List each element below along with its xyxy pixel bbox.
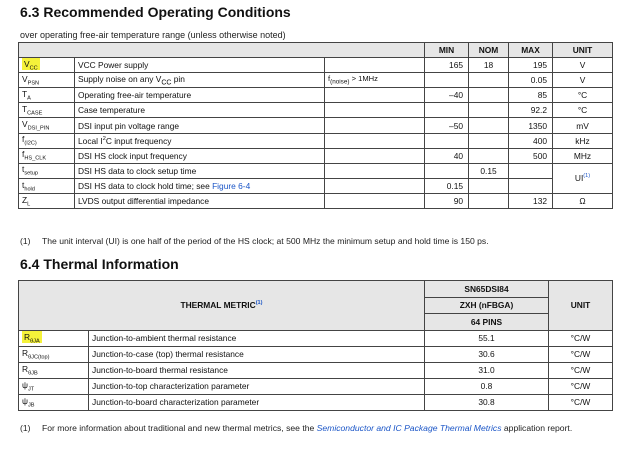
max-cell: 92.2	[509, 103, 553, 118]
unit-cell: °C	[553, 103, 613, 118]
description-cell: DSI HS data to clock hold time; see Figure 6-4	[75, 178, 325, 193]
table-row	[19, 394, 613, 410]
thermal-information-table	[18, 280, 613, 411]
min-cell	[425, 103, 469, 118]
max-cell	[509, 163, 553, 178]
symbol-cell: $V_{PSN}$	[19, 73, 75, 88]
section-title-thermal-information: 6.4 Thermal Information	[20, 256, 179, 272]
footnote-ref-link[interactable]: (1)	[255, 300, 263, 307]
condition-cell: $f_{(noise)} > 1MHz$	[325, 73, 425, 88]
section-title-operating-conditions: 6.3 Recommended Operating Conditions	[20, 4, 291, 20]
header-thermal-metric: THERMAL METRIC$^{(1)}$	[19, 281, 425, 331]
description-cell: Junction-to-board characterization parameter	[89, 394, 425, 410]
min-cell: –40	[425, 88, 469, 103]
header-blank	[19, 43, 425, 58]
nom-cell	[469, 133, 509, 148]
unit-cell: °C	[553, 88, 613, 103]
min-cell	[425, 73, 469, 88]
value-cell: 30.8	[425, 394, 549, 410]
nom-cell: 0.15	[469, 163, 509, 178]
table-row	[19, 103, 613, 118]
symbol-cell: $\psi_{JT}$	[19, 378, 89, 394]
header-min: MIN	[425, 43, 469, 58]
min-cell	[425, 133, 469, 148]
table-subtitle: over operating free-air temperature range (unless otherwise noted)	[20, 30, 286, 40]
unit-cell: UI$^{(1)}$	[553, 163, 613, 193]
condition-cell	[325, 133, 425, 148]
nom-cell	[469, 148, 509, 163]
table-row	[19, 73, 613, 88]
max-cell: 1350	[509, 118, 553, 133]
description-cell: Junction-to-ambient thermal resistance	[89, 330, 425, 346]
symbol-cell: $t_{hold}$	[19, 178, 75, 193]
table-row	[19, 193, 613, 208]
condition-cell	[325, 88, 425, 103]
symbol-cell	[19, 58, 75, 73]
nom-cell	[469, 118, 509, 133]
description-cell: LVDS output differential impedance	[75, 193, 325, 208]
highlight-marker: $V_{CC}$	[24, 58, 38, 72]
max-cell: 0.05	[509, 73, 553, 88]
table-row	[19, 58, 613, 73]
description-cell: Case temperature	[75, 103, 325, 118]
symbol-cell	[19, 330, 89, 346]
table-header-row	[19, 43, 613, 58]
condition-cell	[325, 103, 425, 118]
max-cell: 400	[509, 133, 553, 148]
unit-cell: °C/W	[549, 378, 613, 394]
symbol-cell: $R_{\theta JB}$	[19, 362, 89, 378]
symbol-cell: $R_{\theta JC(top)}$	[19, 346, 89, 362]
unit-cell: kHz	[553, 133, 613, 148]
nom-cell	[469, 103, 509, 118]
footnote-1: (1) The unit interval (UI) is one half of the period of the HS clock; at 500 MHz the minimum setup and hold time is 150 ps.	[20, 236, 489, 246]
condition-cell	[325, 148, 425, 163]
nom-cell	[469, 73, 509, 88]
max-cell	[509, 178, 553, 193]
symbol-cell: $T_A$	[19, 88, 75, 103]
symbol-cell: $f_{(I2C)}$	[19, 133, 75, 148]
table-header-row	[19, 281, 613, 298]
description-cell: VCC Power supply	[75, 58, 325, 73]
description-cell: Supply noise on any $V_{CC}$ pin	[75, 73, 325, 88]
unit-cell: V	[553, 58, 613, 73]
table-row	[19, 133, 613, 148]
unit-cell: V	[553, 73, 613, 88]
operating-conditions-table	[18, 42, 613, 209]
unit-cell: Ω	[553, 193, 613, 208]
table-row	[19, 330, 613, 346]
condition-cell	[325, 193, 425, 208]
unit-cell: °C/W	[549, 362, 613, 378]
figure-6-4-link[interactable]: Figure 6-4	[212, 180, 251, 191]
table-row	[19, 362, 613, 378]
min-cell: 90	[425, 193, 469, 208]
header-unit: UNIT	[549, 281, 613, 331]
symbol-cell: $t_{setup}$	[19, 163, 75, 178]
unit-cell: MHz	[553, 148, 613, 163]
table-row	[19, 118, 613, 133]
min-cell	[425, 163, 469, 178]
footnote-ref-link[interactable]: (1)	[583, 173, 591, 180]
condition-cell	[325, 163, 425, 178]
description-cell: Junction-to-case (top) thermal resistance	[89, 346, 425, 362]
value-cell: 0.8	[425, 378, 549, 394]
nom-cell	[469, 193, 509, 208]
table-row	[19, 178, 613, 193]
symbol-cell: $T_{CASE}$	[19, 103, 75, 118]
min-cell: –50	[425, 118, 469, 133]
description-cell: Junction-to-board thermal resistance	[89, 362, 425, 378]
unit-cell: °C/W	[549, 346, 613, 362]
condition-cell	[325, 178, 425, 193]
footnote-2: (1) For more information about traditional and new thermal metrics, see the Semiconductor and IC Package Thermal Metrics application report.	[20, 423, 573, 433]
max-cell: 132	[509, 193, 553, 208]
min-cell: 165	[425, 58, 469, 73]
max-cell: 500	[509, 148, 553, 163]
nom-cell	[469, 88, 509, 103]
description-cell: DSI HS data to clock setup time	[75, 163, 325, 178]
header-pins: 64 PINS	[425, 314, 549, 331]
symbol-cell: $V_{DSI\_PIN}$	[19, 118, 75, 133]
table-row	[19, 88, 613, 103]
thermal-metrics-report-link[interactable]: Semiconductor and IC Package Thermal Metrics	[316, 423, 502, 433]
header-max: MAX	[509, 43, 553, 58]
value-cell: 30.6	[425, 346, 549, 362]
description-cell: Junction-to-top characterization parameter	[89, 378, 425, 394]
min-cell: 40	[425, 148, 469, 163]
nom-cell: 18	[469, 58, 509, 73]
unit-cell: °C/W	[549, 330, 613, 346]
header-unit: UNIT	[553, 43, 613, 58]
symbol-cell: $\psi_{JB}$	[19, 394, 89, 410]
table-row	[19, 163, 613, 178]
nom-cell	[469, 178, 509, 193]
unit-cell: mV	[553, 118, 613, 133]
min-cell: 0.15	[425, 178, 469, 193]
header-package: ZXH (nFBGA)	[425, 297, 549, 314]
highlight-marker: $R_{\theta JA}$	[24, 331, 40, 345]
table-row	[19, 346, 613, 362]
table-row	[19, 148, 613, 163]
condition-cell	[325, 118, 425, 133]
value-cell: 31.0	[425, 362, 549, 378]
header-nom: NOM	[469, 43, 509, 58]
table-row	[19, 378, 613, 394]
description-cell: DSI input pin voltage range	[75, 118, 325, 133]
value-cell: 55.1	[425, 330, 549, 346]
symbol-cell: $Z_L$	[19, 193, 75, 208]
header-device: SN65DSI84	[425, 281, 549, 298]
max-cell: 85	[509, 88, 553, 103]
unit-cell: °C/W	[549, 394, 613, 410]
condition-cell	[325, 58, 425, 73]
description-cell: Local $I^2C$ input frequency	[75, 133, 325, 148]
symbol-cell: $f_{HS\_CLK}$	[19, 148, 75, 163]
max-cell: 195	[509, 58, 553, 73]
description-cell: DSI HS clock input frequency	[75, 148, 325, 163]
description-cell: Operating free-air temperature	[75, 88, 325, 103]
